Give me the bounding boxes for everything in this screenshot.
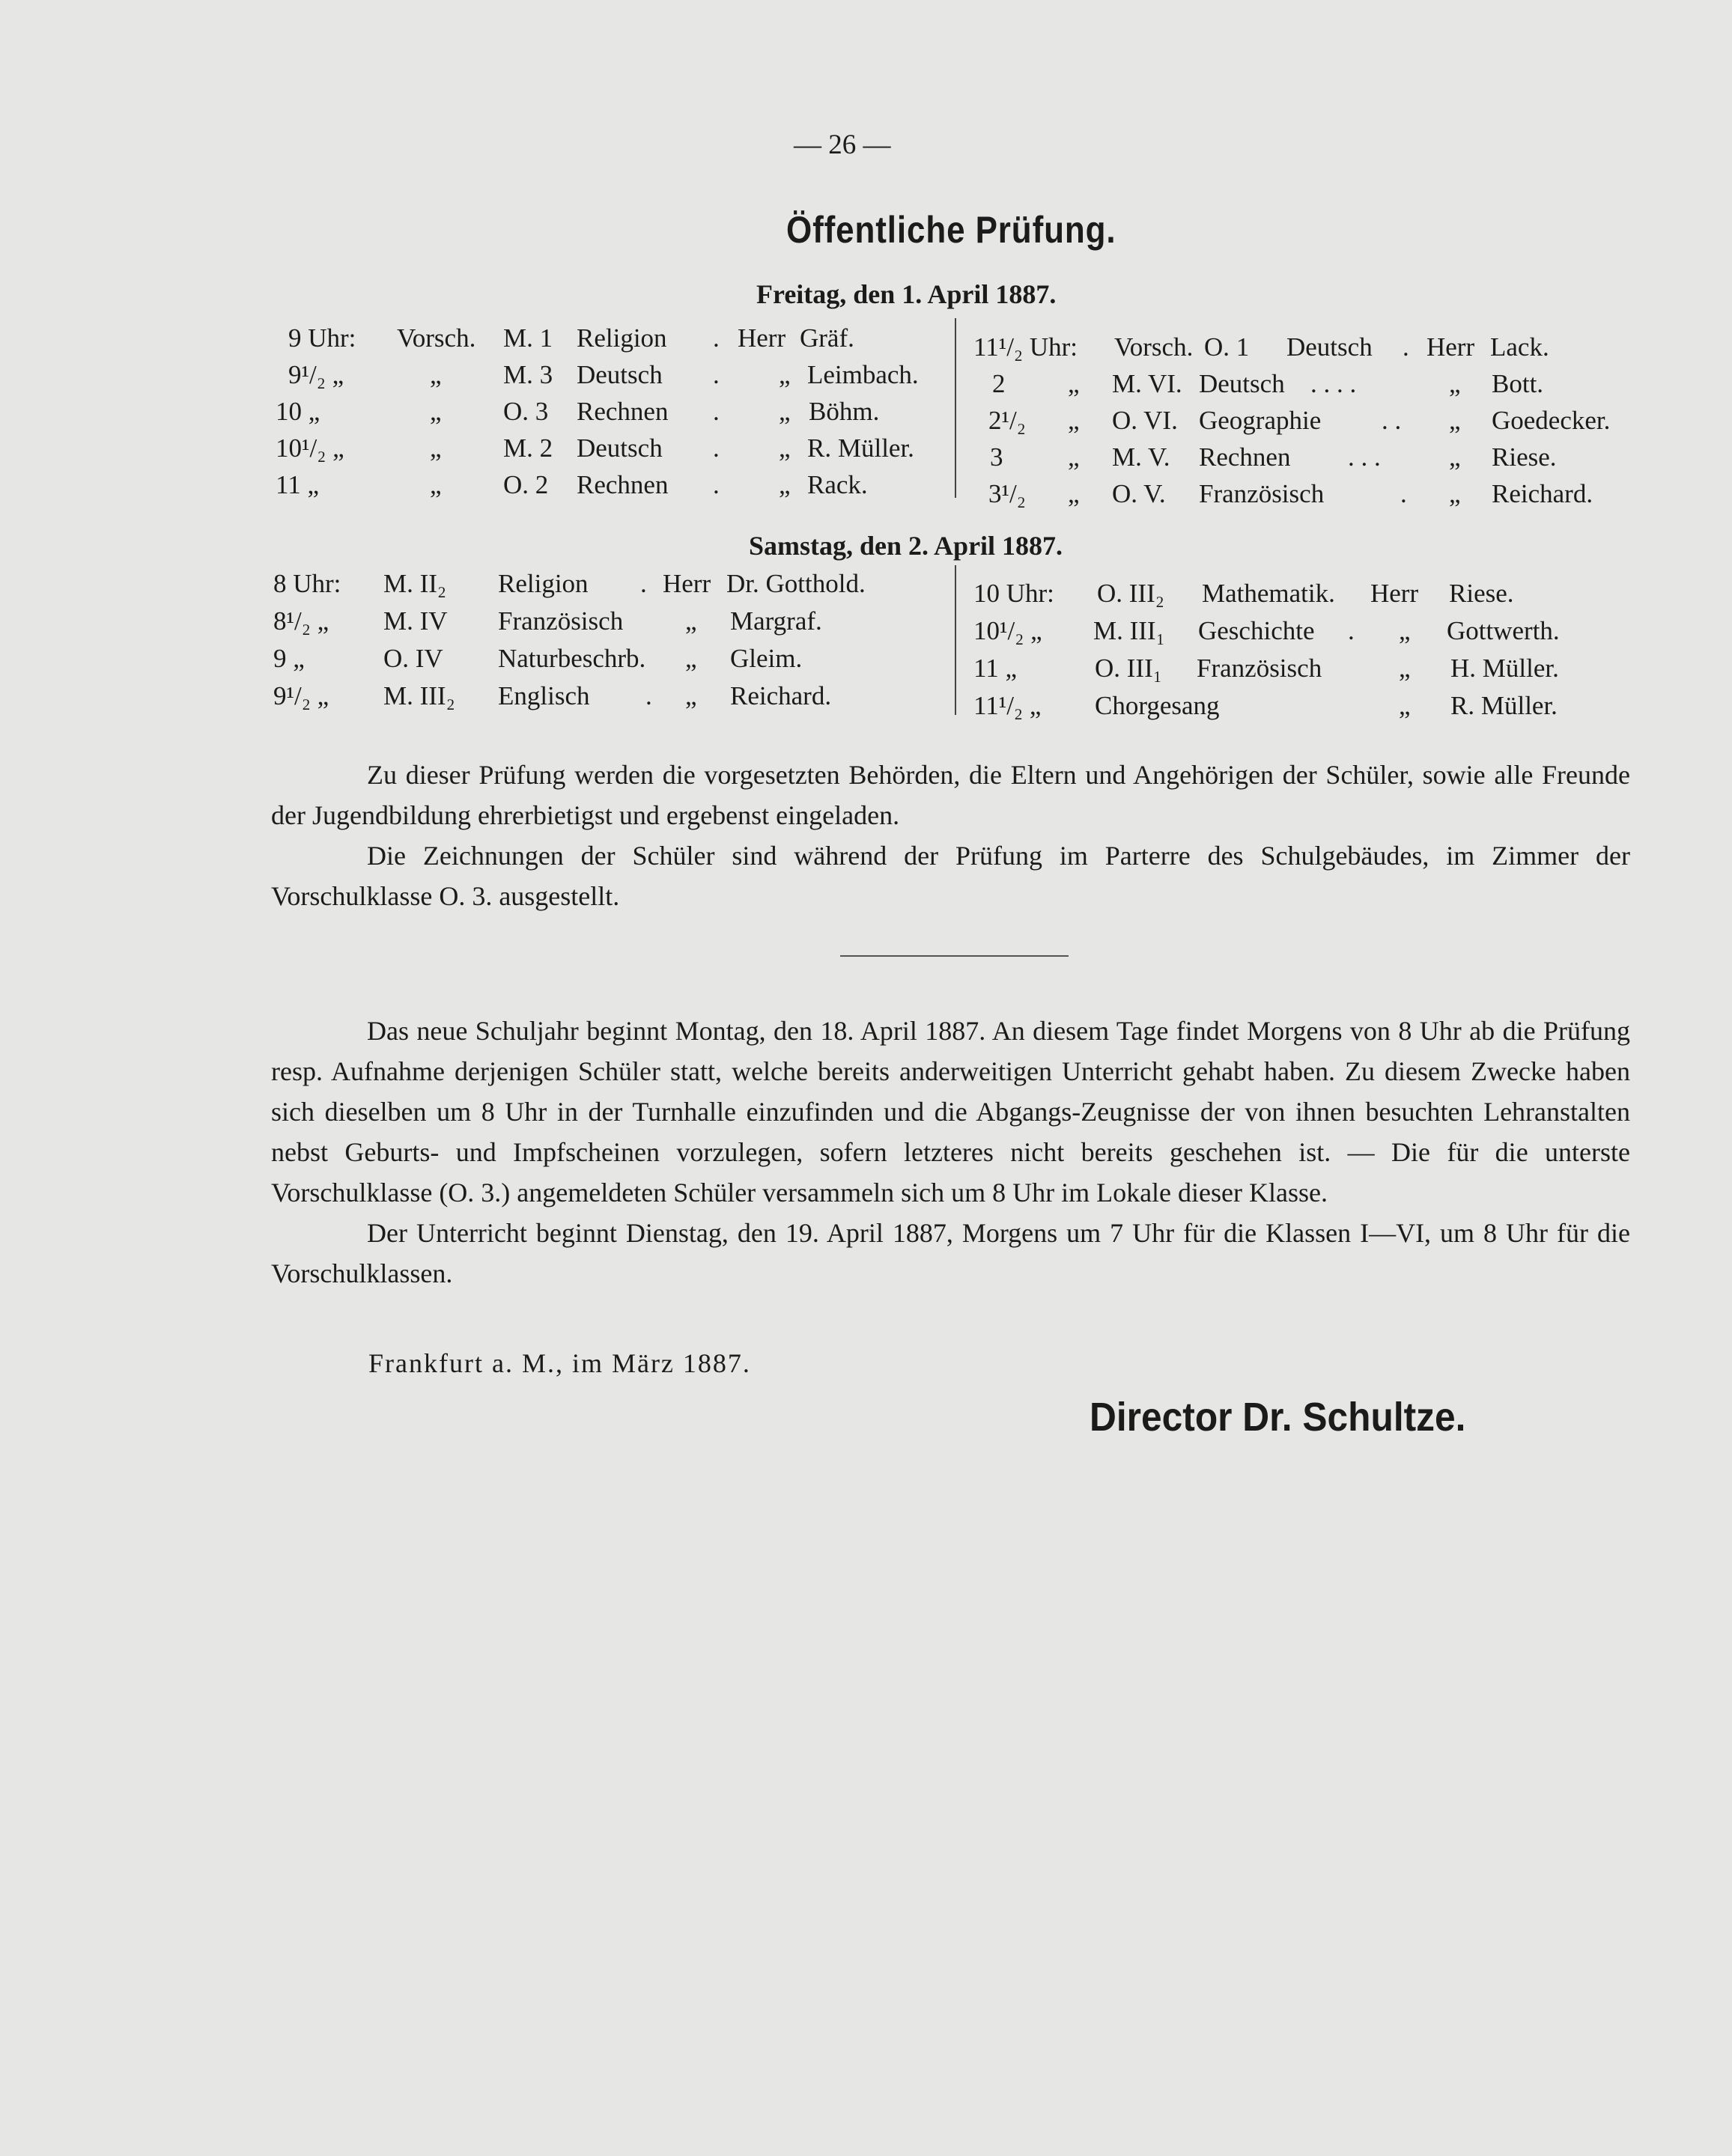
form: M. V.: [1112, 442, 1170, 472]
signature: Director Dr. Schultze.: [1090, 1395, 1466, 1440]
herr: „: [685, 606, 697, 636]
dots: .: [713, 360, 720, 389]
class-group: Vorsch.: [1114, 332, 1194, 362]
form: M. III₂: [383, 681, 455, 710]
subject: Chorgesang: [1095, 691, 1220, 720]
subject: Französisch: [1199, 479, 1325, 508]
time: 2¹/₂: [988, 406, 1026, 435]
teacher: Reichard.: [730, 681, 832, 710]
class-group: „: [1068, 442, 1080, 472]
herr: „: [1449, 442, 1461, 472]
time: 9 Uhr:: [288, 323, 356, 353]
dots: .: [713, 323, 720, 353]
subject: Rechnen: [577, 397, 669, 426]
teacher: Dr. Gotthold.: [726, 569, 866, 598]
class-group: „: [430, 397, 442, 426]
herr: „: [1449, 479, 1461, 508]
subject: Deutsch: [1286, 332, 1373, 362]
form: M. 1: [503, 323, 553, 353]
dots: .: [713, 433, 720, 463]
dots: .: [713, 397, 720, 426]
teacher: Rack.: [807, 470, 868, 499]
time: 10 Uhr:: [973, 579, 1054, 608]
invitation-paragraph: Zu dieser Prüfung werden die vorgesetzten Behörden, die Eltern und Angehörigen der Schüler, sowie alle Freunde der Jugendbildung ehrerbietigst und ergebenst eingeladen.: [271, 760, 1630, 830]
class-group: „: [1068, 369, 1080, 398]
dots: . .: [1382, 406, 1402, 435]
class-group: „: [430, 433, 442, 463]
teacher: Bott.: [1492, 369, 1544, 398]
dots: .: [645, 681, 652, 710]
herr: Herr: [1426, 332, 1475, 362]
time: 10 „: [276, 397, 320, 426]
teacher: Margraf.: [730, 606, 822, 636]
herr: Herr: [738, 323, 786, 353]
form: O. III₂: [1097, 579, 1164, 608]
subject: Geographie: [1199, 406, 1322, 435]
herr: „: [685, 681, 697, 710]
subject: Deutsch: [577, 433, 663, 463]
subject: Mathematik.: [1202, 579, 1335, 608]
invitation-paragraph: Die Zeichnungen der Schüler sind während der Prüfung im Parterre des Schulgebäudes, im Zimmer der Vorschulklasse O. 3. ausgestellt.: [271, 841, 1630, 911]
herr: „: [1399, 654, 1411, 683]
dots: .: [713, 470, 720, 499]
page-number: — 26 —: [794, 130, 891, 160]
form: M. 3: [503, 360, 553, 389]
time: 3¹/₂: [988, 479, 1026, 508]
teacher: H. Müller.: [1450, 654, 1559, 683]
subject: Deutsch: [1199, 369, 1285, 398]
teacher: R. Müller.: [1450, 691, 1558, 720]
herr: „: [1449, 369, 1461, 398]
herr: „: [779, 360, 791, 389]
subject: Deutsch: [577, 360, 663, 389]
notice-paragraph: Das neue Schuljahr beginnt Montag, den 18. April 1887. An diesem Tage findet Morgens von 8 Uhr ab die Prüfung resp. Aufnahme derjenigen Schüler statt, welche bereits anderweitigen Unterricht gehabt haben. Zu diesem Zwecke haben sich dieselben um 8 Uhr in der Turnhalle einzufinden und die Abgangs-Zeugnisse der von ihnen besuchten Lehranstalten nebst Geburts- und Impfscheinen vorzulegen, sofern letzteres nicht bereits geschehen ist. — Die für die unterste Vorschulklasse (O. 3.) angemeldeten Schüler versammeln sich um 8 Uhr im Lokale dieser Klasse.: [271, 1016, 1630, 1208]
subject: Französisch: [498, 606, 624, 636]
form: M. 2: [503, 433, 553, 463]
time: 3: [990, 442, 1003, 472]
form: M. VI.: [1112, 369, 1182, 398]
form: O. V.: [1112, 479, 1166, 508]
teacher: R. Müller.: [807, 433, 914, 463]
form: O. III₁: [1095, 654, 1162, 683]
form: O. 1: [1204, 332, 1250, 362]
herr: „: [1399, 691, 1411, 720]
form: M. III₁: [1093, 616, 1165, 645]
class-group: „: [1068, 479, 1080, 508]
form: M. IV: [383, 606, 448, 636]
dots: .: [1400, 479, 1407, 508]
time: 8¹/₂ „: [273, 606, 329, 636]
time: 10¹/₂ „: [973, 616, 1042, 645]
herr: „: [779, 397, 791, 426]
herr: „: [779, 433, 791, 463]
time: 11 „: [973, 654, 1017, 683]
herr: „: [1449, 406, 1461, 435]
herr: Herr: [663, 569, 711, 598]
dots: .: [1403, 332, 1409, 362]
friday-column-divider: [955, 318, 956, 498]
time: 9¹/₂ „: [288, 360, 344, 389]
herr: „: [779, 470, 791, 499]
form: O. VI.: [1112, 406, 1178, 435]
section-divider: [840, 955, 1069, 957]
teacher: Gottwerth.: [1447, 616, 1560, 645]
teacher: Gräf.: [800, 323, 854, 353]
saturday-heading: Samstag, den 2. April 1887.: [749, 531, 1063, 561]
teacher: Leimbach.: [807, 360, 919, 389]
herr: Herr: [1370, 579, 1419, 608]
class-group: „: [1068, 406, 1080, 435]
time: 11¹/₂ Uhr:: [973, 332, 1078, 362]
subject: Naturbeschrb.: [498, 644, 646, 673]
form: O. 2: [503, 470, 549, 499]
subject: Religion: [498, 569, 589, 598]
teacher: Gleim.: [730, 644, 803, 673]
teacher: Lack.: [1490, 332, 1549, 362]
page-title: Öffentliche Prüfung.: [786, 209, 1116, 251]
notice-text: [271, 1011, 1630, 1294]
subject: Rechnen: [577, 470, 669, 499]
place-and-date: Frankfurt a. M., im März 1887.: [368, 1348, 751, 1378]
subject: Geschichte: [1198, 616, 1315, 645]
subject: Französisch: [1197, 654, 1322, 683]
invitation-text: [271, 755, 1630, 916]
dots: . . . .: [1310, 369, 1357, 398]
time: 9¹/₂ „: [273, 681, 329, 710]
dots: .: [640, 569, 647, 598]
subject: Rechnen: [1199, 442, 1291, 472]
herr: „: [1399, 616, 1411, 645]
class-group: Vorsch.: [397, 323, 476, 353]
form: O. IV: [383, 644, 443, 673]
class-group: „: [430, 360, 442, 389]
time: 11¹/₂ „: [973, 691, 1042, 720]
subject: Religion: [577, 323, 667, 353]
herr: „: [685, 644, 697, 673]
saturday-column-divider: [955, 565, 956, 715]
subject: Englisch: [498, 681, 590, 710]
dots: .: [1348, 616, 1355, 645]
time: 11 „: [276, 470, 319, 499]
time: 2: [992, 369, 1006, 398]
teacher: Goedecker.: [1492, 406, 1611, 435]
notice-paragraph: Der Unterricht beginnt Dienstag, den 19. April 1887, Morgens um 7 Uhr für die Klassen I—VI, um 8 Uhr für die Vorschulklassen.: [271, 1218, 1630, 1288]
time: 9 „: [273, 644, 305, 673]
teacher: Riese.: [1492, 442, 1557, 472]
dots: . . .: [1348, 442, 1381, 472]
friday-heading: Freitag, den 1. April 1887.: [756, 279, 1057, 309]
form: O. 3: [503, 397, 549, 426]
teacher: Böhm.: [809, 397, 880, 426]
time: 8 Uhr:: [273, 569, 341, 598]
class-group: „: [430, 470, 442, 499]
teacher: Reichard.: [1492, 479, 1593, 508]
teacher: Riese.: [1449, 579, 1514, 608]
time: 10¹/₂ „: [276, 433, 344, 463]
form: M. II₂: [383, 569, 447, 598]
